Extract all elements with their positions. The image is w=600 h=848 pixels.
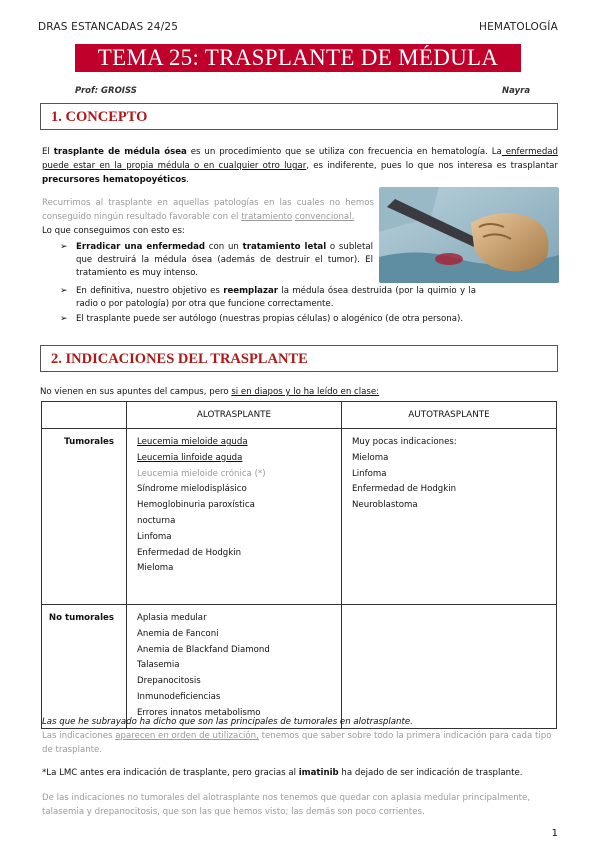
text: *La LMC antes era indicación de trasplante, pero gracias al [42,768,299,778]
list-item: Inmunodeficiencias [137,691,221,702]
text-underlined: aparecen en orden de utilización, [115,731,259,741]
list-item: Leucemia mieloide aguda [137,437,248,447]
list-item: Enfermedad de Hodgkin [137,547,242,558]
arrowhead-bullet-icon: ➢ [60,286,68,296]
arrowhead-bullet-icon: ➢ [60,242,68,252]
list-item: Leucemia linfoide aguda [137,452,243,463]
list-item: nocturna [137,515,176,526]
header-right: HEMATOLOGÍA [479,21,558,33]
text: ha dejado de ser indicación de trasplante. [338,768,523,778]
text: Las indicaciones [42,731,116,741]
indications-table [41,401,557,729]
note-orden-utilizacion [42,729,558,757]
text-bold: tratamiento letal [242,242,327,252]
text-underlined: si en diapos y lo ha leído en clase: [231,387,380,397]
cell-alo-no-tumorales [127,605,342,729]
text-bold: reemplazar [223,286,278,296]
list-item: Muy pocas indicaciones: [352,437,457,447]
table-header-empty [42,402,127,429]
text: o subletal que destruirá la médula ósea (además de destruir el tumor). El tratamiento es muy intenso. [76,242,373,278]
cell-auto-tumorales [342,429,557,605]
row-label: Tumorales [42,429,127,605]
text: El [42,147,54,157]
text: . [186,175,189,185]
section-heading-concepto [40,103,558,130]
list-item: Neuroblastoma [352,500,418,511]
section-heading-text: 1. CONCEPTO [51,109,148,125]
author: Nayra [502,86,531,96]
note-underlined-principal: Las que he subrayado ha dicho que son las principales de tumorales en alotrasplante. [42,717,413,727]
text-underlined: enfermedad puede estar en la propia médula o en cualquier otro lugar [42,147,558,171]
bullet-item-3 [60,313,536,326]
cell-alo-tumorales [127,429,342,605]
bullet-item-2 [60,285,477,311]
arrowhead-bullet-icon: ➢ [60,314,68,324]
page-title: TEMA 25: TRASPLANTE DE MÉDULA ÓSEA [75,44,521,72]
table-row-tumorales [42,429,557,605]
text-bold: imatinib [298,768,339,778]
section-heading-indicaciones [40,345,558,372]
text: tenemos que saber sobre todo la primera indicación para cada tipo de trasplante. [42,731,552,755]
text: Recurrimos al trasplante en aquellas patologías en las cuales no hemos conseguido ningún resultado favorable con el [42,198,374,222]
list-item: Linfoma [137,531,172,542]
list-item: Hemoglobinuria paroxística [137,500,255,511]
paragraph-recurrimos [42,196,374,224]
bullet-item-1 [60,241,373,280]
list-item: Mieloma [137,563,174,574]
table-header-autotrasplante: AUTOTRASPLANTE [342,402,557,429]
list-item: Leucemia mieloide crónica (*) [137,468,266,479]
list-item: Aplasia medular [137,613,207,623]
text-underlined: tratamiento [241,212,293,222]
list-item: Anemia de Fanconi [137,628,219,639]
list-item: Linfoma [352,468,387,479]
page-number: 1 [551,828,558,839]
text: En definitiva, nuestro objetivo es [76,286,224,296]
list-item: Drepanocitosis [137,676,201,687]
professor: Prof: GROISS [75,86,137,96]
note-lmc [42,766,523,780]
section-heading-text: 2. INDICACIONES DEL TRASPLANTE [51,351,308,367]
table-header-alotrasplante: ALOTRASPLANTE [127,402,342,429]
list-item: Mieloma [352,452,389,463]
text: No vienen en sus apuntes del campus, pero [40,387,232,397]
paragraph-conseguimos: Lo que conseguimos con esto es: [42,226,185,236]
list-item: Enfermedad de Hodgkin [352,484,457,495]
text-bold: trasplante de médula ósea [53,147,187,157]
surgical-photo-graphic [379,187,559,283]
table-row-no-tumorales [42,605,557,729]
paragraph-concepto [42,145,558,187]
text-underlined: convencional. [294,212,355,222]
list-item: Talasemia [137,660,180,671]
text-bold: precursores hematopoyéticos [42,175,187,185]
text: es un procedimiento que se utiliza con frecuencia en hematología. La [186,147,502,157]
row-label: No tumorales [42,605,127,729]
text-bold: Erradicar una enfermedad [76,242,206,252]
cell-auto-no-tumorales-empty [342,605,557,729]
text: El trasplante puede ser autólogo (nuestras propias células) o alogénico (de otra persona). [76,314,464,324]
surgical-photo [379,187,559,283]
list-item: Errores innatos metabolismo [137,707,261,718]
header-left: DRAS ESTANCADAS 24/25 [38,21,179,33]
note-no-tumorales: De las indicaciones no tumorales del alotrasplante nos tenemos que quedar con aplasia medular principalmente, talasemia y drepanocitosis, que son las que hemos visto; las demás son poco corrientes. [42,793,531,817]
table-intro [40,385,379,399]
table-header-row [42,402,557,429]
text: , es indiferente, pues lo que nos interesa es trasplantar [306,161,558,171]
list-item: Anemia de Blackfand Diamond [137,644,270,655]
text: la médula ósea destruida (por la quimio y la radio o por patología) por otra que funcione correctamente. [76,286,477,309]
list-item: Síndrome mielodisplásico [137,484,247,495]
text: con un [205,242,243,252]
